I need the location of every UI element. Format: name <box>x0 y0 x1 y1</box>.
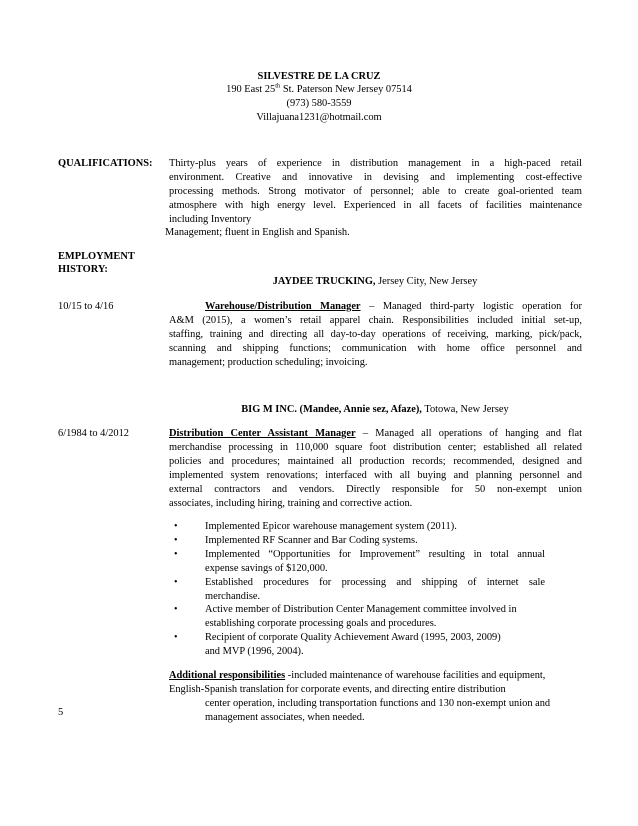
job2-title: Distribution Center Assistant Manager <box>169 428 356 439</box>
qualifications-label: QUALIFICATIONS: <box>58 158 153 169</box>
bullet-6-marker: • <box>174 632 178 643</box>
bullet-5-line-1: Active member of Distribution Center Management committee involved in <box>205 604 517 615</box>
bullet-2-line-1: Implemented RF Scanner and Bar Coding systems. <box>205 535 418 546</box>
phone: (973) 580-3559 <box>286 98 352 109</box>
bullet-5-marker: • <box>174 604 178 615</box>
bullet-1-marker: • <box>174 521 178 532</box>
qualifications-line-3: processing methods. Strong motivator of personnel; able to create goal-oriented team <box>169 186 582 197</box>
job2-location: Totowa, New Jersey <box>421 404 509 415</box>
page-number: 5 <box>58 707 64 718</box>
bullet-3-line-1: Implemented “Opportunities for Improvement” resulting in total annual <box>205 549 545 560</box>
job2-company: BIG M INC. (Mandee, Annie sez, Afaze), <box>241 404 422 415</box>
job1-desc-line-3: scanning and shipping functions; communication with home office personnel and <box>169 343 582 354</box>
resume-name: SILVESTRE DE LA CRUZ <box>257 71 381 82</box>
additional-first-line <box>169 669 545 683</box>
bullet-5-line-2: establishing corporate processing goals and procedures. <box>205 618 437 629</box>
address-street: 190 East 25 <box>226 84 276 95</box>
job1-desc-first-text: – Managed third-party logistic operation for <box>360 301 582 312</box>
employment-label-2: HISTORY: <box>58 264 108 275</box>
job1-desc-line-2: staffing, training and directing all day-to-day operations of receiving, marking, pick/pack, <box>169 329 582 340</box>
job1-company: JAYDEE TRUCKING, <box>272 276 376 287</box>
job2-dates: 6/1984 to 4/2012 <box>58 428 130 439</box>
job1-desc-line-1: A&M (2015), a women’s retail apparel chain. Responsibilities included initial set-up, <box>169 315 582 326</box>
job2-desc-first <box>169 427 582 441</box>
bullet-4-line-2: merchandise. <box>205 591 261 602</box>
job1-desc-line-4: management; production scheduling; invoicing. <box>169 357 368 368</box>
job2-desc-first-text: – Managed all operations of hanging and flat <box>355 428 582 439</box>
qualifications-line-4: atmosphere with high energy level. Experienced in all facets of facilities maintenance <box>169 200 582 211</box>
job1-location: Jersey City, New Jersey <box>375 276 478 287</box>
job1-employer <box>160 275 590 289</box>
additional-title: Additional responsibilities <box>169 670 286 681</box>
job1-desc-first <box>169 300 582 314</box>
job2-desc-line-4: external contractors and vendors. Directly responsible for 50 non-exempt union <box>169 484 582 495</box>
bullet-2-marker: • <box>174 535 178 546</box>
address-city: St. Paterson New Jersey 07514 <box>280 84 412 95</box>
bullet-3-line-2: expense savings of $120,000. <box>205 563 328 574</box>
job2-desc-line-1: merchandise processing in 110,000 square foot distribution center; established all related <box>169 442 582 453</box>
bullet-1-line-1: Implemented Epicor warehouse management system (2011). <box>205 521 457 532</box>
job2-desc-line-3: implemented system renovations; interfaced with all buying and planning personnel and <box>169 470 582 481</box>
job2-employer <box>160 403 590 417</box>
bullet-4-marker: • <box>174 577 178 588</box>
bullet-4-line-1: Established procedures for processing and shipping of internet sale <box>205 577 545 588</box>
qualifications-line-1: Thirty-plus years of experience in distribution management in a high-paced retail <box>169 158 582 169</box>
additional-line-3: management associates, when needed. <box>205 712 365 723</box>
email: Villajuana1231@hotmail.com <box>256 112 382 123</box>
bullet-6-line-2: and MVP (1996, 2004). <box>205 646 304 657</box>
address-suffix: th <box>275 82 281 90</box>
qualifications-line-2: environment. Creative and innovative in devising and implementing cost-effective <box>169 172 582 183</box>
job2-desc-line-2: policies and procedures; maintained all production records; recommended, designed and <box>169 456 582 467</box>
address <box>0 83 638 97</box>
additional-line-1: English-Spanish translation for corporate events, and directing entire distribution <box>169 684 506 695</box>
bullet-3-marker: • <box>174 549 178 560</box>
qualifications-line-6: Management; fluent in English and Spanish. <box>165 227 350 238</box>
additional-first-text: -included maintenance of warehouse facilities and equipment, <box>285 670 546 681</box>
employment-label-1: EMPLOYMENT <box>58 251 135 262</box>
bullet-6-line-1: Recipient of corporate Quality Achievement Award (1995, 2003, 2009) <box>205 632 501 643</box>
additional-line-2: center operation, including transportation functions and 130 non-exempt union and <box>205 698 551 709</box>
job1-dates: 10/15 to 4/16 <box>58 301 114 312</box>
qualifications-line-5: including Inventory <box>169 214 252 225</box>
job2-desc-line-5: associates, including hiring, training and corrective action. <box>169 498 413 509</box>
job1-title: Warehouse/Distribution Manager <box>205 301 361 312</box>
